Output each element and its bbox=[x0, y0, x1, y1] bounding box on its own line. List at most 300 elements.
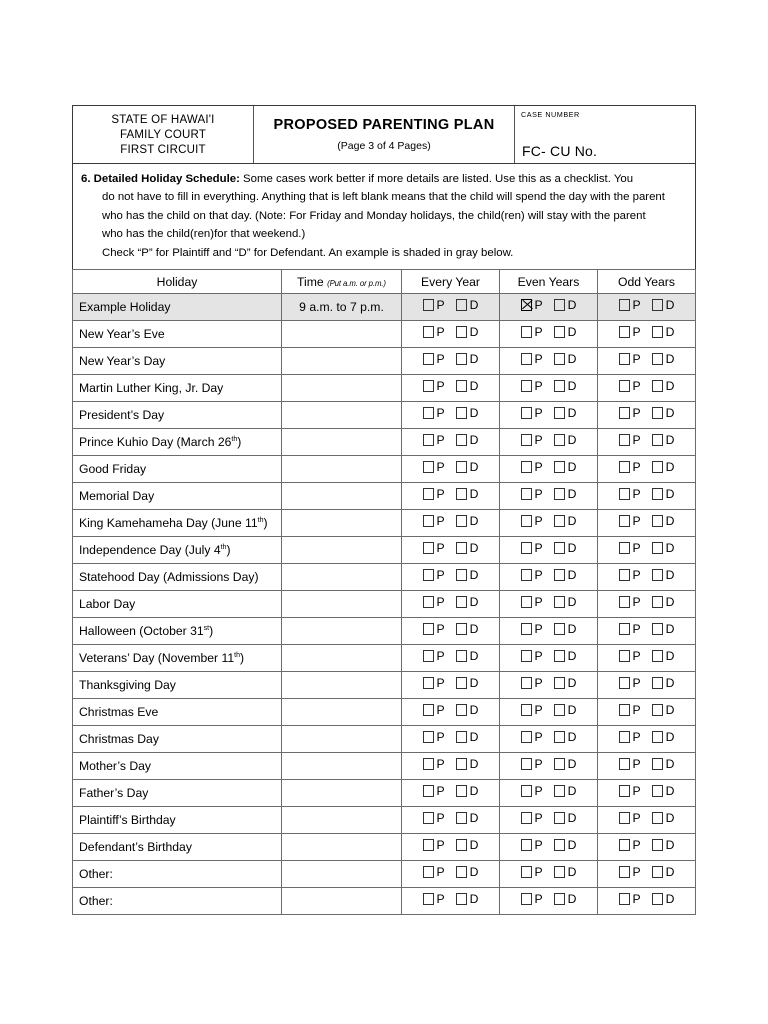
time-cell[interactable] bbox=[282, 699, 402, 726]
unchecked-checkbox-icon[interactable] bbox=[521, 839, 532, 851]
checkbox-pair-every-year-d[interactable] bbox=[456, 433, 479, 447]
checkbox-pair-every-year-d[interactable] bbox=[456, 622, 479, 636]
unchecked-checkbox-icon[interactable] bbox=[619, 407, 630, 419]
checkbox-pair-even-years-p[interactable] bbox=[521, 433, 543, 447]
unchecked-checkbox-icon[interactable] bbox=[521, 893, 532, 905]
unchecked-checkbox-icon[interactable] bbox=[652, 596, 663, 608]
unchecked-checkbox-icon[interactable] bbox=[456, 542, 467, 554]
checkbox-pair-every-year-p[interactable] bbox=[423, 460, 445, 474]
unchecked-checkbox-icon[interactable] bbox=[521, 434, 532, 446]
unchecked-checkbox-icon[interactable] bbox=[619, 569, 630, 581]
unchecked-checkbox-icon[interactable] bbox=[619, 353, 630, 365]
checkbox-pair-even-years-d[interactable] bbox=[554, 622, 577, 636]
checkbox-pair-even-years-p[interactable] bbox=[521, 703, 543, 717]
checkbox-pair-every-year-d[interactable] bbox=[456, 514, 479, 528]
checkbox-pair-odd-years-d[interactable] bbox=[652, 730, 675, 744]
unchecked-checkbox-icon[interactable] bbox=[652, 893, 663, 905]
checkbox-pair-odd-years-d[interactable] bbox=[652, 838, 675, 852]
checkbox-pair-every-year-p[interactable] bbox=[423, 433, 445, 447]
checkbox-pair-odd-years-d[interactable] bbox=[652, 406, 675, 420]
checkbox-pair-odd-years-p[interactable] bbox=[619, 433, 641, 447]
time-cell[interactable] bbox=[282, 888, 402, 915]
checkbox-pair-every-year-p[interactable] bbox=[423, 325, 445, 339]
unchecked-checkbox-icon[interactable] bbox=[652, 488, 663, 500]
unchecked-checkbox-icon[interactable] bbox=[521, 380, 532, 392]
checkbox-pair-even-years-d[interactable] bbox=[554, 676, 577, 690]
checkbox-pair-even-years-p[interactable] bbox=[521, 676, 543, 690]
unchecked-checkbox-icon[interactable] bbox=[521, 326, 532, 338]
checkbox-pair-every-year-d[interactable] bbox=[456, 730, 479, 744]
checkbox-pair-odd-years-d[interactable] bbox=[652, 892, 675, 906]
checkbox-pair-odd-years-p[interactable] bbox=[619, 460, 641, 474]
unchecked-checkbox-icon[interactable] bbox=[554, 326, 565, 338]
checkbox-pair-odd-years-d[interactable] bbox=[652, 865, 675, 879]
unchecked-checkbox-icon[interactable] bbox=[423, 893, 434, 905]
checkbox-pair-odd-years-d[interactable] bbox=[652, 703, 675, 717]
checkbox-pair-every-year-d[interactable] bbox=[456, 298, 479, 312]
case-number-value[interactable]: FC- CU No. bbox=[522, 143, 598, 159]
checkbox-pair-even-years-d[interactable] bbox=[554, 433, 577, 447]
unchecked-checkbox-icon[interactable] bbox=[423, 758, 434, 770]
time-cell[interactable]: 9 a.m. to 7 p.m. bbox=[282, 294, 402, 321]
unchecked-checkbox-icon[interactable] bbox=[456, 515, 467, 527]
checkbox-pair-even-years-p[interactable] bbox=[521, 865, 543, 879]
unchecked-checkbox-icon[interactable] bbox=[423, 812, 434, 824]
checkbox-pair-even-years-d[interactable] bbox=[554, 487, 577, 501]
unchecked-checkbox-icon[interactable] bbox=[554, 623, 565, 635]
unchecked-checkbox-icon[interactable] bbox=[423, 515, 434, 527]
checkbox-pair-odd-years-p[interactable] bbox=[619, 379, 641, 393]
unchecked-checkbox-icon[interactable] bbox=[652, 434, 663, 446]
checkbox-pair-every-year-p[interactable] bbox=[423, 514, 445, 528]
checkbox-pair-even-years-p[interactable] bbox=[521, 568, 543, 582]
checkbox-pair-even-years-p[interactable] bbox=[521, 406, 543, 420]
time-cell[interactable] bbox=[282, 564, 402, 591]
unchecked-checkbox-icon[interactable] bbox=[652, 299, 663, 311]
checkbox-pair-every-year-d[interactable] bbox=[456, 811, 479, 825]
unchecked-checkbox-icon[interactable] bbox=[423, 596, 434, 608]
unchecked-checkbox-icon[interactable] bbox=[521, 353, 532, 365]
checkbox-pair-every-year-d[interactable] bbox=[456, 595, 479, 609]
checkbox-pair-every-year-p[interactable] bbox=[423, 811, 445, 825]
checkbox-pair-odd-years-d[interactable] bbox=[652, 676, 675, 690]
checkbox-pair-every-year-p[interactable] bbox=[423, 595, 445, 609]
unchecked-checkbox-icon[interactable] bbox=[619, 299, 630, 311]
unchecked-checkbox-icon[interactable] bbox=[619, 596, 630, 608]
checkbox-pair-odd-years-d[interactable] bbox=[652, 514, 675, 528]
checkbox-pair-odd-years-d[interactable] bbox=[652, 460, 675, 474]
checkbox-pair-every-year-p[interactable] bbox=[423, 757, 445, 771]
unchecked-checkbox-icon[interactable] bbox=[554, 677, 565, 689]
checkbox-pair-every-year-d[interactable] bbox=[456, 703, 479, 717]
checkbox-pair-every-year-p[interactable] bbox=[423, 649, 445, 663]
checkbox-pair-every-year-p[interactable] bbox=[423, 784, 445, 798]
checkbox-pair-every-year-p[interactable] bbox=[423, 838, 445, 852]
unchecked-checkbox-icon[interactable] bbox=[423, 569, 434, 581]
checkbox-pair-every-year-p[interactable] bbox=[423, 676, 445, 690]
checkbox-pair-even-years-d[interactable] bbox=[554, 325, 577, 339]
unchecked-checkbox-icon[interactable] bbox=[423, 326, 434, 338]
checkbox-pair-even-years-p[interactable] bbox=[521, 325, 543, 339]
unchecked-checkbox-icon[interactable] bbox=[554, 353, 565, 365]
checkbox-pair-even-years-d[interactable] bbox=[554, 514, 577, 528]
unchecked-checkbox-icon[interactable] bbox=[619, 488, 630, 500]
unchecked-checkbox-icon[interactable] bbox=[423, 380, 434, 392]
unchecked-checkbox-icon[interactable] bbox=[456, 380, 467, 392]
unchecked-checkbox-icon[interactable] bbox=[652, 326, 663, 338]
unchecked-checkbox-icon[interactable] bbox=[423, 650, 434, 662]
checkbox-pair-odd-years-d[interactable] bbox=[652, 487, 675, 501]
unchecked-checkbox-icon[interactable] bbox=[456, 758, 467, 770]
unchecked-checkbox-icon[interactable] bbox=[456, 839, 467, 851]
time-cell[interactable] bbox=[282, 618, 402, 645]
checkbox-pair-every-year-d[interactable] bbox=[456, 406, 479, 420]
unchecked-checkbox-icon[interactable] bbox=[619, 380, 630, 392]
checkbox-pair-odd-years-p[interactable] bbox=[619, 406, 641, 420]
checkbox-pair-every-year-p[interactable] bbox=[423, 703, 445, 717]
unchecked-checkbox-icon[interactable] bbox=[456, 893, 467, 905]
unchecked-checkbox-icon[interactable] bbox=[521, 488, 532, 500]
time-cell[interactable] bbox=[282, 483, 402, 510]
time-cell[interactable] bbox=[282, 807, 402, 834]
unchecked-checkbox-icon[interactable] bbox=[652, 839, 663, 851]
unchecked-checkbox-icon[interactable] bbox=[423, 461, 434, 473]
unchecked-checkbox-icon[interactable] bbox=[423, 839, 434, 851]
unchecked-checkbox-icon[interactable] bbox=[652, 758, 663, 770]
checkbox-pair-odd-years-p[interactable] bbox=[619, 514, 641, 528]
unchecked-checkbox-icon[interactable] bbox=[554, 596, 565, 608]
checkbox-pair-every-year-d[interactable] bbox=[456, 325, 479, 339]
unchecked-checkbox-icon[interactable] bbox=[619, 677, 630, 689]
time-cell[interactable] bbox=[282, 861, 402, 888]
unchecked-checkbox-icon[interactable] bbox=[456, 434, 467, 446]
unchecked-checkbox-icon[interactable] bbox=[619, 326, 630, 338]
unchecked-checkbox-icon[interactable] bbox=[652, 677, 663, 689]
unchecked-checkbox-icon[interactable] bbox=[521, 623, 532, 635]
checkbox-pair-even-years-d[interactable] bbox=[554, 298, 577, 312]
unchecked-checkbox-icon[interactable] bbox=[554, 866, 565, 878]
unchecked-checkbox-icon[interactable] bbox=[456, 731, 467, 743]
checkbox-pair-even-years-d[interactable] bbox=[554, 730, 577, 744]
unchecked-checkbox-icon[interactable] bbox=[619, 866, 630, 878]
checkbox-pair-every-year-d[interactable] bbox=[456, 784, 479, 798]
unchecked-checkbox-icon[interactable] bbox=[554, 407, 565, 419]
checkbox-pair-every-year-p[interactable] bbox=[423, 379, 445, 393]
checkbox-pair-even-years-p[interactable] bbox=[521, 460, 543, 474]
checkbox-pair-every-year-p[interactable] bbox=[423, 352, 445, 366]
checkbox-pair-even-years-p[interactable] bbox=[521, 892, 543, 906]
unchecked-checkbox-icon[interactable] bbox=[456, 299, 467, 311]
time-cell[interactable] bbox=[282, 402, 402, 429]
unchecked-checkbox-icon[interactable] bbox=[423, 434, 434, 446]
unchecked-checkbox-icon[interactable] bbox=[456, 596, 467, 608]
checkbox-pair-every-year-p[interactable] bbox=[423, 622, 445, 636]
checkbox-pair-even-years-d[interactable] bbox=[554, 352, 577, 366]
checkbox-pair-odd-years-p[interactable] bbox=[619, 703, 641, 717]
time-cell[interactable] bbox=[282, 591, 402, 618]
unchecked-checkbox-icon[interactable] bbox=[619, 542, 630, 554]
unchecked-checkbox-icon[interactable] bbox=[521, 866, 532, 878]
checkbox-pair-every-year-p[interactable] bbox=[423, 298, 445, 312]
checkbox-pair-odd-years-p[interactable] bbox=[619, 568, 641, 582]
checkbox-pair-even-years-d[interactable] bbox=[554, 595, 577, 609]
time-cell[interactable] bbox=[282, 753, 402, 780]
unchecked-checkbox-icon[interactable] bbox=[521, 677, 532, 689]
unchecked-checkbox-icon[interactable] bbox=[554, 380, 565, 392]
checkbox-pair-every-year-d[interactable] bbox=[456, 541, 479, 555]
checkbox-pair-odd-years-p[interactable] bbox=[619, 865, 641, 879]
unchecked-checkbox-icon[interactable] bbox=[554, 650, 565, 662]
unchecked-checkbox-icon[interactable] bbox=[554, 839, 565, 851]
checkbox-pair-odd-years-p[interactable] bbox=[619, 757, 641, 771]
unchecked-checkbox-icon[interactable] bbox=[652, 623, 663, 635]
unchecked-checkbox-icon[interactable] bbox=[521, 542, 532, 554]
unchecked-checkbox-icon[interactable] bbox=[554, 488, 565, 500]
unchecked-checkbox-icon[interactable] bbox=[619, 515, 630, 527]
unchecked-checkbox-icon[interactable] bbox=[521, 812, 532, 824]
unchecked-checkbox-icon[interactable] bbox=[423, 731, 434, 743]
unchecked-checkbox-icon[interactable] bbox=[521, 515, 532, 527]
unchecked-checkbox-icon[interactable] bbox=[423, 542, 434, 554]
unchecked-checkbox-icon[interactable] bbox=[652, 542, 663, 554]
checkbox-pair-every-year-d[interactable] bbox=[456, 649, 479, 663]
unchecked-checkbox-icon[interactable] bbox=[619, 785, 630, 797]
unchecked-checkbox-icon[interactable] bbox=[521, 569, 532, 581]
unchecked-checkbox-icon[interactable] bbox=[652, 704, 663, 716]
unchecked-checkbox-icon[interactable] bbox=[456, 650, 467, 662]
unchecked-checkbox-icon[interactable] bbox=[521, 731, 532, 743]
checkbox-pair-even-years-d[interactable] bbox=[554, 865, 577, 879]
checkbox-pair-even-years-d[interactable] bbox=[554, 460, 577, 474]
checked-checkbox-icon[interactable] bbox=[521, 299, 532, 311]
unchecked-checkbox-icon[interactable] bbox=[554, 812, 565, 824]
unchecked-checkbox-icon[interactable] bbox=[423, 785, 434, 797]
unchecked-checkbox-icon[interactable] bbox=[456, 461, 467, 473]
checkbox-pair-even-years-d[interactable] bbox=[554, 838, 577, 852]
checkbox-pair-even-years-p[interactable] bbox=[521, 622, 543, 636]
time-cell[interactable] bbox=[282, 510, 402, 537]
checkbox-pair-every-year-p[interactable] bbox=[423, 892, 445, 906]
checkbox-pair-odd-years-p[interactable] bbox=[619, 892, 641, 906]
checkbox-pair-even-years-p[interactable] bbox=[521, 811, 543, 825]
unchecked-checkbox-icon[interactable] bbox=[456, 488, 467, 500]
unchecked-checkbox-icon[interactable] bbox=[652, 353, 663, 365]
unchecked-checkbox-icon[interactable] bbox=[423, 299, 434, 311]
checkbox-pair-odd-years-p[interactable] bbox=[619, 838, 641, 852]
checkbox-pair-even-years-p[interactable] bbox=[521, 730, 543, 744]
unchecked-checkbox-icon[interactable] bbox=[554, 569, 565, 581]
checkbox-pair-odd-years-d[interactable] bbox=[652, 649, 675, 663]
checkbox-pair-odd-years-p[interactable] bbox=[619, 487, 641, 501]
unchecked-checkbox-icon[interactable] bbox=[619, 893, 630, 905]
unchecked-checkbox-icon[interactable] bbox=[619, 812, 630, 824]
checkbox-pair-odd-years-d[interactable] bbox=[652, 325, 675, 339]
checkbox-pair-every-year-p[interactable] bbox=[423, 487, 445, 501]
unchecked-checkbox-icon[interactable] bbox=[521, 758, 532, 770]
checkbox-pair-even-years-p[interactable] bbox=[521, 595, 543, 609]
checkbox-pair-odd-years-d[interactable] bbox=[652, 568, 675, 582]
unchecked-checkbox-icon[interactable] bbox=[456, 623, 467, 635]
unchecked-checkbox-icon[interactable] bbox=[619, 731, 630, 743]
checkbox-pair-odd-years-p[interactable] bbox=[619, 595, 641, 609]
unchecked-checkbox-icon[interactable] bbox=[652, 569, 663, 581]
unchecked-checkbox-icon[interactable] bbox=[423, 623, 434, 635]
checkbox-pair-every-year-d[interactable] bbox=[456, 568, 479, 582]
unchecked-checkbox-icon[interactable] bbox=[554, 299, 565, 311]
unchecked-checkbox-icon[interactable] bbox=[554, 758, 565, 770]
checkbox-pair-every-year-d[interactable] bbox=[456, 865, 479, 879]
unchecked-checkbox-icon[interactable] bbox=[652, 407, 663, 419]
unchecked-checkbox-icon[interactable] bbox=[456, 353, 467, 365]
time-cell[interactable] bbox=[282, 834, 402, 861]
unchecked-checkbox-icon[interactable] bbox=[423, 353, 434, 365]
checkbox-pair-even-years-d[interactable] bbox=[554, 703, 577, 717]
time-cell[interactable] bbox=[282, 645, 402, 672]
checkbox-pair-even-years-p[interactable] bbox=[521, 298, 543, 312]
checkbox-pair-even-years-d[interactable] bbox=[554, 649, 577, 663]
unchecked-checkbox-icon[interactable] bbox=[652, 731, 663, 743]
unchecked-checkbox-icon[interactable] bbox=[456, 785, 467, 797]
unchecked-checkbox-icon[interactable] bbox=[554, 731, 565, 743]
unchecked-checkbox-icon[interactable] bbox=[619, 650, 630, 662]
checkbox-pair-every-year-d[interactable] bbox=[456, 352, 479, 366]
unchecked-checkbox-icon[interactable] bbox=[456, 866, 467, 878]
unchecked-checkbox-icon[interactable] bbox=[652, 461, 663, 473]
unchecked-checkbox-icon[interactable] bbox=[521, 596, 532, 608]
checkbox-pair-every-year-p[interactable] bbox=[423, 865, 445, 879]
unchecked-checkbox-icon[interactable] bbox=[521, 785, 532, 797]
checkbox-pair-odd-years-p[interactable] bbox=[619, 784, 641, 798]
checkbox-pair-odd-years-p[interactable] bbox=[619, 541, 641, 555]
checkbox-pair-even-years-p[interactable] bbox=[521, 487, 543, 501]
checkbox-pair-odd-years-d[interactable] bbox=[652, 433, 675, 447]
unchecked-checkbox-icon[interactable] bbox=[423, 704, 434, 716]
unchecked-checkbox-icon[interactable] bbox=[423, 866, 434, 878]
checkbox-pair-odd-years-d[interactable] bbox=[652, 352, 675, 366]
checkbox-pair-odd-years-d[interactable] bbox=[652, 298, 675, 312]
unchecked-checkbox-icon[interactable] bbox=[521, 407, 532, 419]
checkbox-pair-even-years-d[interactable] bbox=[554, 784, 577, 798]
checkbox-pair-even-years-p[interactable] bbox=[521, 649, 543, 663]
unchecked-checkbox-icon[interactable] bbox=[619, 461, 630, 473]
checkbox-pair-even-years-p[interactable] bbox=[521, 379, 543, 393]
checkbox-pair-even-years-d[interactable] bbox=[554, 568, 577, 582]
checkbox-pair-every-year-d[interactable] bbox=[456, 460, 479, 474]
checkbox-pair-odd-years-p[interactable] bbox=[619, 325, 641, 339]
unchecked-checkbox-icon[interactable] bbox=[423, 677, 434, 689]
unchecked-checkbox-icon[interactable] bbox=[554, 434, 565, 446]
unchecked-checkbox-icon[interactable] bbox=[652, 380, 663, 392]
unchecked-checkbox-icon[interactable] bbox=[652, 866, 663, 878]
unchecked-checkbox-icon[interactable] bbox=[521, 461, 532, 473]
unchecked-checkbox-icon[interactable] bbox=[652, 650, 663, 662]
checkbox-pair-odd-years-p[interactable] bbox=[619, 649, 641, 663]
unchecked-checkbox-icon[interactable] bbox=[554, 893, 565, 905]
checkbox-pair-even-years-d[interactable] bbox=[554, 379, 577, 393]
checkbox-pair-even-years-p[interactable] bbox=[521, 514, 543, 528]
checkbox-pair-every-year-p[interactable] bbox=[423, 730, 445, 744]
checkbox-pair-every-year-p[interactable] bbox=[423, 568, 445, 582]
checkbox-pair-every-year-d[interactable] bbox=[456, 379, 479, 393]
checkbox-pair-even-years-d[interactable] bbox=[554, 757, 577, 771]
unchecked-checkbox-icon[interactable] bbox=[456, 326, 467, 338]
unchecked-checkbox-icon[interactable] bbox=[456, 407, 467, 419]
unchecked-checkbox-icon[interactable] bbox=[554, 542, 565, 554]
unchecked-checkbox-icon[interactable] bbox=[554, 704, 565, 716]
time-cell[interactable] bbox=[282, 429, 402, 456]
unchecked-checkbox-icon[interactable] bbox=[619, 434, 630, 446]
time-cell[interactable] bbox=[282, 321, 402, 348]
checkbox-pair-even-years-d[interactable] bbox=[554, 541, 577, 555]
unchecked-checkbox-icon[interactable] bbox=[652, 812, 663, 824]
time-cell[interactable] bbox=[282, 537, 402, 564]
unchecked-checkbox-icon[interactable] bbox=[619, 704, 630, 716]
checkbox-pair-odd-years-d[interactable] bbox=[652, 757, 675, 771]
unchecked-checkbox-icon[interactable] bbox=[619, 623, 630, 635]
checkbox-pair-even-years-d[interactable] bbox=[554, 811, 577, 825]
unchecked-checkbox-icon[interactable] bbox=[554, 461, 565, 473]
unchecked-checkbox-icon[interactable] bbox=[456, 677, 467, 689]
checkbox-pair-odd-years-p[interactable] bbox=[619, 730, 641, 744]
checkbox-pair-every-year-d[interactable] bbox=[456, 838, 479, 852]
checkbox-pair-every-year-d[interactable] bbox=[456, 757, 479, 771]
unchecked-checkbox-icon[interactable] bbox=[521, 650, 532, 662]
time-cell[interactable] bbox=[282, 672, 402, 699]
checkbox-pair-odd-years-d[interactable] bbox=[652, 379, 675, 393]
checkbox-pair-even-years-p[interactable] bbox=[521, 784, 543, 798]
unchecked-checkbox-icon[interactable] bbox=[619, 758, 630, 770]
unchecked-checkbox-icon[interactable] bbox=[456, 812, 467, 824]
time-cell[interactable] bbox=[282, 726, 402, 753]
unchecked-checkbox-icon[interactable] bbox=[554, 785, 565, 797]
checkbox-pair-odd-years-p[interactable] bbox=[619, 622, 641, 636]
checkbox-pair-every-year-d[interactable] bbox=[456, 892, 479, 906]
checkbox-pair-even-years-d[interactable] bbox=[554, 406, 577, 420]
checkbox-pair-odd-years-d[interactable] bbox=[652, 595, 675, 609]
checkbox-pair-every-year-d[interactable] bbox=[456, 487, 479, 501]
time-cell[interactable] bbox=[282, 375, 402, 402]
unchecked-checkbox-icon[interactable] bbox=[652, 515, 663, 527]
unchecked-checkbox-icon[interactable] bbox=[456, 569, 467, 581]
time-cell[interactable] bbox=[282, 456, 402, 483]
checkbox-pair-odd-years-p[interactable] bbox=[619, 352, 641, 366]
unchecked-checkbox-icon[interactable] bbox=[456, 704, 467, 716]
time-cell[interactable] bbox=[282, 348, 402, 375]
checkbox-pair-every-year-d[interactable] bbox=[456, 676, 479, 690]
checkbox-pair-odd-years-p[interactable] bbox=[619, 811, 641, 825]
checkbox-pair-odd-years-p[interactable] bbox=[619, 676, 641, 690]
unchecked-checkbox-icon[interactable] bbox=[554, 515, 565, 527]
unchecked-checkbox-icon[interactable] bbox=[652, 785, 663, 797]
checkbox-pair-even-years-p[interactable] bbox=[521, 838, 543, 852]
checkbox-pair-odd-years-d[interactable] bbox=[652, 541, 675, 555]
checkbox-pair-even-years-p[interactable] bbox=[521, 757, 543, 771]
checkbox-pair-every-year-p[interactable] bbox=[423, 541, 445, 555]
checkbox-pair-odd-years-p[interactable] bbox=[619, 298, 641, 312]
checkbox-pair-even-years-p[interactable] bbox=[521, 352, 543, 366]
checkbox-pair-odd-years-d[interactable] bbox=[652, 811, 675, 825]
time-cell[interactable] bbox=[282, 780, 402, 807]
checkbox-pair-odd-years-d[interactable] bbox=[652, 784, 675, 798]
unchecked-checkbox-icon[interactable] bbox=[423, 488, 434, 500]
checkbox-pair-odd-years-d[interactable] bbox=[652, 622, 675, 636]
unchecked-checkbox-icon[interactable] bbox=[521, 704, 532, 716]
unchecked-checkbox-icon[interactable] bbox=[423, 407, 434, 419]
checkbox-pair-every-year-p[interactable] bbox=[423, 406, 445, 420]
unchecked-checkbox-icon[interactable] bbox=[619, 839, 630, 851]
checkbox-pair-even-years-p[interactable] bbox=[521, 541, 543, 555]
checkbox-pair-even-years-d[interactable] bbox=[554, 892, 577, 906]
